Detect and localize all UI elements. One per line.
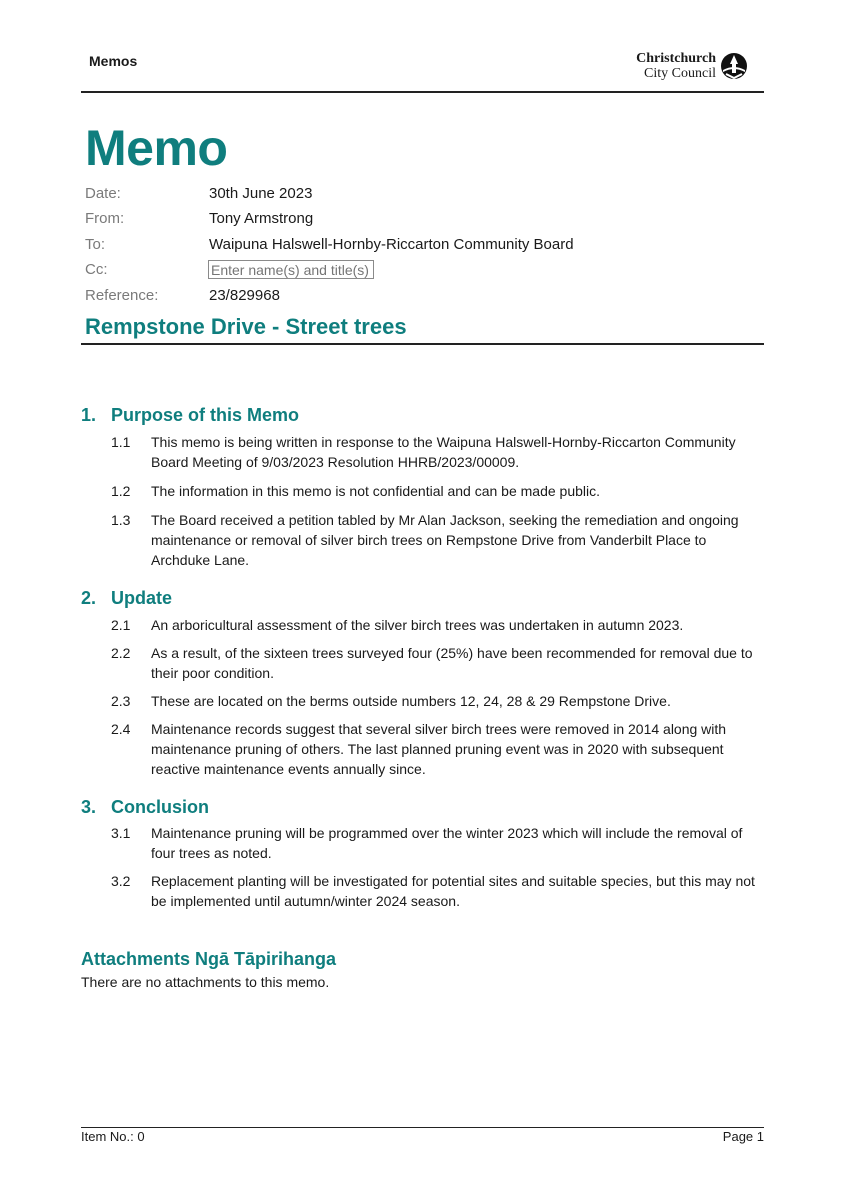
meta-row-date [85, 182, 765, 206]
attachments-heading: Attachments Ngā Tāpirihanga [81, 949, 337, 969]
subject-rule [81, 343, 764, 345]
header-rule [81, 91, 764, 93]
footer-page-number: Page 1 [722, 1129, 764, 1144]
paragraph-text: The Board received a petition tabled by Mr Alan Jackson, seeking the remediation and ongoing maintenance or removal of silver birch trees on Rempstone Drive from Vanderbilt Place to Archduke Lane. [151, 512, 739, 568]
paragraph-text: An arboricultural assessment of the silver birch trees was undertaken in autumn 2023. [151, 617, 684, 633]
footer-item-number: Item No.: 0 [81, 1129, 145, 1144]
section-number: 3. [81, 797, 97, 817]
paragraph-number: 1.1 [111, 434, 131, 450]
paragraph-number: 3.1 [111, 825, 131, 841]
meta-row-to [85, 233, 765, 257]
header-section-label: Memos [89, 53, 138, 69]
paragraph-text: The information in this memo is not confidential and can be made public. [151, 483, 601, 499]
section-title: Purpose of this Memo [111, 405, 300, 425]
paragraph-text: Replacement planting will be investigated for potential sites and suitable species, but this may not be implemented until autumn/winter 2024 season. [151, 873, 755, 909]
page-title: Memo [85, 120, 228, 176]
paragraph-text: Maintenance records suggest that several silver birch trees were removed in 2014 along with maintenance pruning of others. The last planned pruning event was in 2020 with subsequent reactive maintenance events annually since. [151, 721, 727, 777]
paragraph-number: 2.1 [111, 617, 131, 633]
logo-line1: Christchurch [636, 51, 716, 66]
meta-label: Cc: [85, 261, 108, 278]
logo-line2: City Council [644, 66, 716, 81]
meta-value: 23/829968 [209, 287, 280, 304]
memo-subject: Rempstone Drive - Street trees [85, 314, 407, 339]
meta-value: 30th June 2023 [209, 185, 313, 202]
meta-label: Reference: [85, 287, 159, 304]
meta-row-cc [85, 258, 765, 282]
meta-label: From: [85, 210, 125, 227]
paragraph-number: 2.2 [111, 645, 131, 661]
paragraph-number: 2.4 [111, 721, 131, 737]
section-number: 2. [81, 588, 97, 608]
meta-value: Waipuna Halswell-Hornby-Riccarton Community Board [209, 236, 574, 253]
meta-value: Tony Armstrong [209, 210, 314, 227]
cc-input[interactable] [208, 260, 374, 279]
paragraph-number: 2.3 [111, 693, 131, 709]
section-number: 1. [81, 405, 97, 425]
meta-row-reference [85, 284, 765, 308]
council-logo [612, 51, 752, 87]
paragraph-text: As a result, of the sixteen trees surveyed four (25%) have been recommended for removal due to their poor condition. [151, 645, 753, 681]
footer-rule [81, 1127, 764, 1128]
logo-text [636, 51, 716, 81]
meta-row-from [85, 207, 765, 231]
attachments-text: There are no attachments to this memo. [81, 974, 330, 990]
paragraph-text: This memo is being written in response to the Waipuna Halswell-Hornby-Riccarton Community Board Meeting of 9/03/2023 Resolution HHRB/2023/00009. [151, 434, 736, 470]
meta-label: Date: [85, 185, 121, 202]
meta-label: To: [85, 236, 106, 253]
paragraph-text: Maintenance pruning will be programmed over the winter 2023 which will include the removal of four trees as noted. [151, 825, 743, 861]
section-title: Update [111, 588, 173, 608]
cathedral-logo-icon [720, 52, 748, 80]
paragraph-number: 3.2 [111, 873, 131, 889]
section-title: Conclusion [111, 797, 209, 817]
paragraph-text: These are located on the berms outside numbers 12, 24, 28 & 29 Rempstone Drive. [151, 693, 671, 709]
paragraph-number: 1.3 [111, 512, 131, 528]
paragraph-number: 1.2 [111, 483, 131, 499]
